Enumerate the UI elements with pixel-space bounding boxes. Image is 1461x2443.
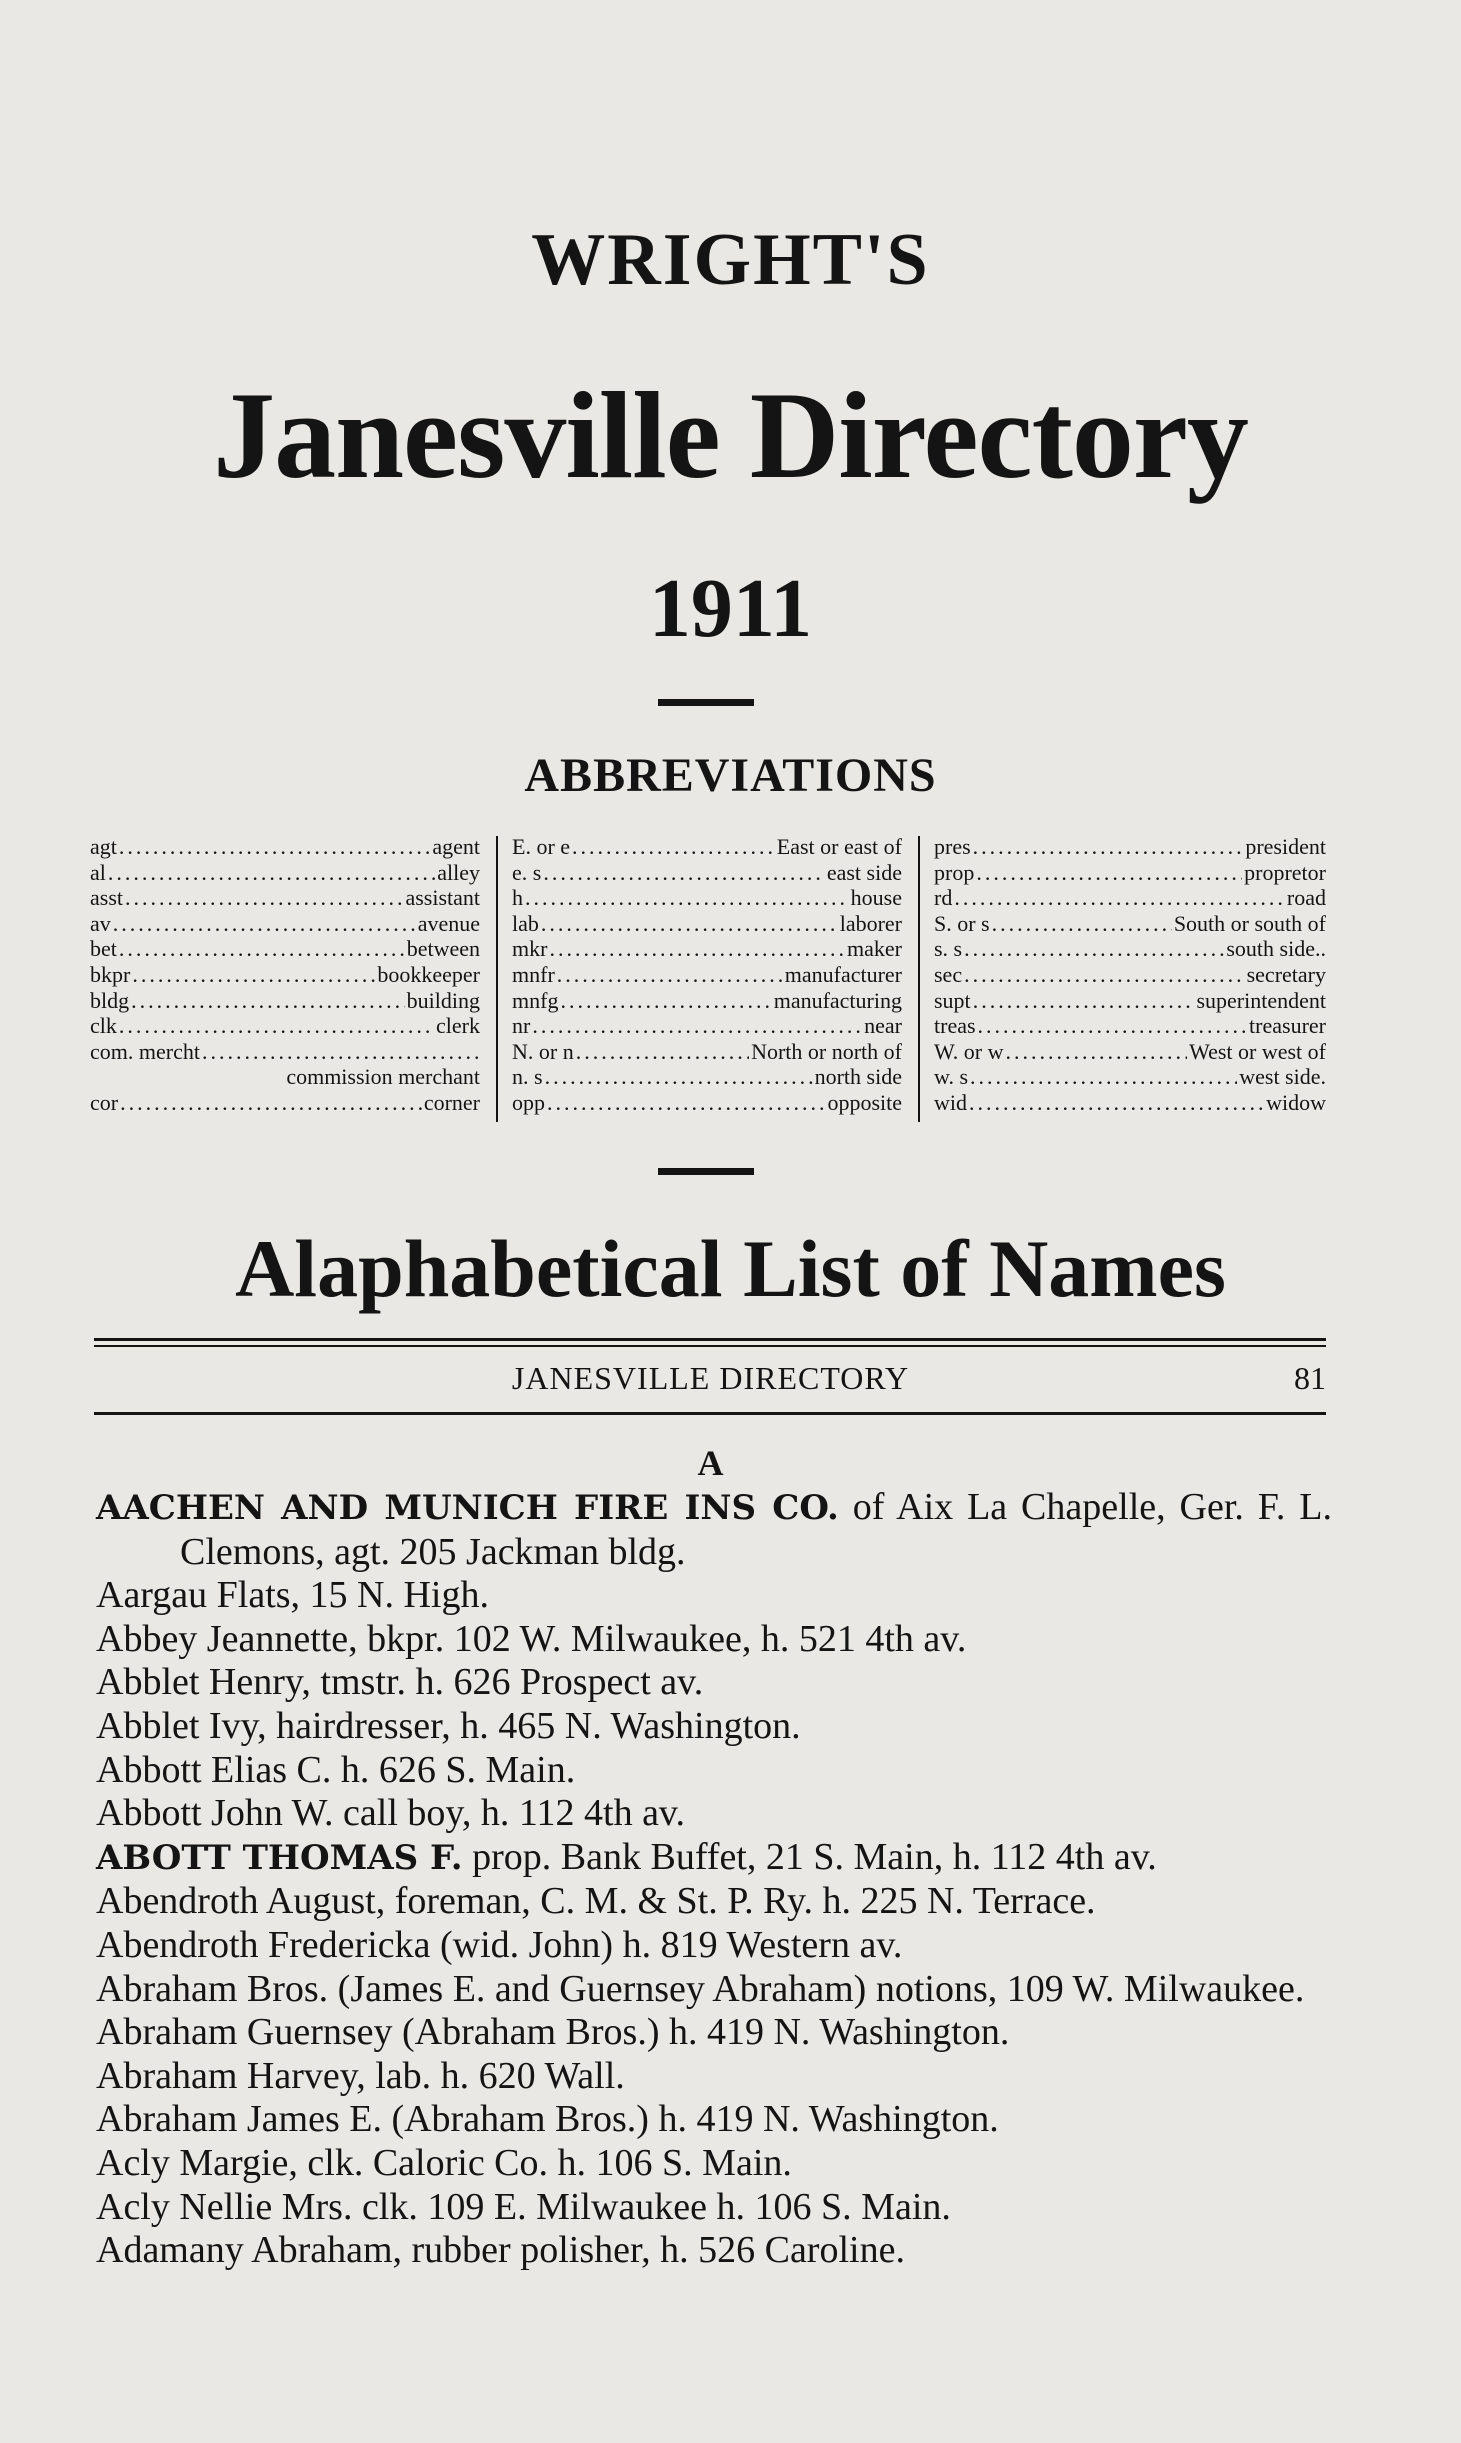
entry-text: Abraham James E. (Abraham Bros.) h. 419 N. Washington. — [96, 2098, 999, 2141]
entry-text: Abblet Henry, tmstr. h. 626 Prospect av. — [96, 1661, 704, 1704]
dot-leader — [560, 988, 771, 1014]
abbreviation-row — [512, 1013, 902, 1039]
abbreviation-row — [90, 1013, 480, 1039]
abbreviation-meaning: manufacturing — [773, 987, 902, 1013]
directory-entry — [96, 1880, 1332, 1924]
entry-name-bold: ABOTT THOMAS F. — [96, 1837, 463, 1878]
entry-text: Abraham Bros. (James E. and Guernsey Abraham) notions, 109 W. Milwaukee. — [96, 1967, 1305, 2010]
dot-leader — [970, 1064, 1237, 1090]
abbreviation-term: com. mercht — [90, 1038, 200, 1064]
entry-text: Abblet Ivy, hairdresser, h. 465 N. Washington. — [96, 1704, 801, 1747]
abbreviation-meaning: avenue — [417, 910, 480, 936]
names-list-heading: Alaphabetical List of Names — [235, 1223, 1226, 1314]
dot-leader — [572, 834, 775, 860]
abbreviations-heading: ABBREVIATIONS — [524, 749, 937, 802]
directory-entry — [96, 1705, 1332, 1749]
abbreviation-row — [90, 834, 480, 860]
abbreviation-term: mnfr — [512, 961, 555, 987]
dot-leader — [547, 1090, 825, 1116]
dot-leader — [1005, 1039, 1187, 1065]
abbreviation-row — [934, 911, 1326, 937]
abbreviation-term: al — [90, 859, 106, 885]
abbreviation-meaning: manufacturer — [784, 961, 902, 987]
entry-text: of Aix La Chapelle, Ger. F. L. Clemons, agt. 205 Jackman bldg. — [180, 1486, 1332, 1573]
column-divider — [496, 836, 498, 1122]
dot-leader — [113, 911, 416, 937]
abbreviation-term: N. or n — [512, 1038, 574, 1064]
dot-leader — [525, 885, 849, 911]
directory-entry — [96, 1618, 1332, 1662]
abbreviation-row — [90, 1039, 480, 1065]
abbreviation-row — [512, 860, 902, 886]
directory-title: Janesville Directory — [213, 367, 1248, 504]
abbreviation-meaning: north side — [814, 1064, 902, 1090]
abbreviation-meaning: alley — [437, 859, 480, 885]
abbreviation-meaning: opposite — [827, 1089, 902, 1115]
abbreviation-term: sec — [934, 961, 963, 987]
directory-year: 1911 — [648, 562, 813, 655]
page-number: 81 — [1294, 1360, 1326, 1396]
publisher-name: WRIGHT'S — [531, 219, 930, 301]
dot-leader — [532, 1013, 862, 1039]
abbreviation-row — [512, 1064, 902, 1090]
abbreviation-meaning: superintendent — [1196, 987, 1326, 1013]
abbreviation-term: bkpr — [90, 961, 131, 987]
abbreviation-term: supt — [934, 987, 971, 1013]
header-rule-top — [94, 1338, 1326, 1341]
abbreviations-column-2 — [512, 834, 902, 1116]
abbreviation-meaning: South or south of — [1173, 910, 1326, 936]
abbreviation-row — [934, 885, 1326, 911]
abbreviation-row — [934, 962, 1326, 988]
directory-entry — [96, 1749, 1332, 1793]
abbreviation-term: nr — [512, 1013, 531, 1039]
abbreviation-term: bet — [90, 936, 117, 962]
dot-leader — [549, 936, 845, 962]
entry-text: Abbey Jeannette, bkpr. 102 W. Milwaukee, h. 521 4th av. — [96, 1617, 967, 1660]
dot-leader — [119, 834, 430, 860]
dot-leader — [964, 936, 1224, 962]
abbreviation-meaning: laborer — [839, 910, 902, 936]
dot-leader — [541, 911, 838, 937]
abbreviation-row — [90, 962, 480, 988]
section-divider — [658, 1168, 754, 1175]
abbreviation-term: treas — [934, 1013, 976, 1039]
directory-entry — [96, 1968, 1332, 2012]
dot-leader — [976, 860, 1242, 886]
abbreviation-meaning: treasurer — [1249, 1013, 1326, 1039]
directory-entry — [96, 1574, 1332, 1618]
abbreviation-meaning: building — [406, 987, 480, 1013]
directory-entry — [96, 1792, 1332, 1836]
directory-entry — [96, 1924, 1332, 1968]
abbreviation-term: clk — [90, 1013, 117, 1039]
abbreviation-row — [512, 911, 902, 937]
abbreviation-term: W. or w — [934, 1038, 1004, 1064]
abbreviation-meaning: North or north of — [751, 1038, 902, 1064]
abbreviation-meaning: clerk — [436, 1013, 480, 1039]
abbreviation-term: n. s — [512, 1064, 543, 1090]
abbreviation-row — [934, 1064, 1326, 1090]
entry-text: prop. Bank Buffet, 21 S. Main, h. 112 4th av. — [462, 1835, 1157, 1878]
abbreviation-term: agt — [90, 834, 117, 859]
abbreviation-meaning: assistant — [405, 885, 480, 911]
abbreviation-row — [90, 1090, 480, 1116]
abbreviation-term: asst — [90, 885, 123, 911]
directory-entry — [96, 2142, 1332, 2186]
abbreviation-term: w. s — [934, 1064, 969, 1090]
running-title: JANESVILLE DIRECTORY — [511, 1360, 910, 1396]
dot-leader — [576, 1039, 749, 1065]
dot-leader — [969, 1090, 1264, 1116]
abbreviation-row — [512, 834, 902, 860]
dot-leader — [120, 1090, 422, 1116]
dot-leader — [119, 936, 405, 962]
abbreviation-term: cor — [90, 1089, 119, 1115]
abbreviation-row — [512, 988, 902, 1014]
abbreviation-term: bldg — [90, 987, 130, 1013]
abbreviation-term: S. or s — [934, 910, 990, 936]
abbreviation-meaning: maker — [847, 936, 902, 962]
abbreviation-meaning: widow — [1266, 1089, 1326, 1115]
directory-entry — [96, 2229, 1332, 2273]
entry-text: Abbott John W. call boy, h. 112 4th av. — [96, 1792, 685, 1835]
dot-leader — [543, 860, 825, 886]
abbreviation-meaning: corner — [423, 1089, 480, 1115]
abbreviation-meaning: between — [406, 936, 480, 962]
abbreviation-term: wid — [934, 1089, 967, 1115]
abbreviation-meaning: secretary — [1246, 961, 1326, 987]
column-divider — [918, 836, 920, 1122]
dot-leader — [125, 885, 403, 911]
abbreviation-term: E. or e — [512, 834, 571, 859]
abbreviation-term: h — [512, 885, 523, 911]
abbreviation-row — [934, 936, 1326, 962]
abbreviation-row — [512, 962, 902, 988]
directory-entry — [96, 2186, 1332, 2230]
dot-leader — [119, 1013, 434, 1039]
abbreviation-term: mnfg — [512, 987, 559, 1013]
abbreviation-meaning: commission merchant — [286, 1064, 480, 1090]
entry-text: Abendroth August, foreman, C. M. & St. P. Ry. h. 225 N. Terrace. — [96, 1880, 1096, 1923]
entry-text: Abraham Harvey, lab. h. 620 Wall. — [96, 2054, 625, 2097]
abbreviation-meaning: president — [1245, 834, 1326, 859]
entry-text: Abraham Guernsey (Abraham Bros.) h. 419 N. Washington. — [96, 2011, 1010, 2054]
abbreviation-row — [934, 860, 1326, 886]
entry-text: Abendroth Fredericka (wid. John) h. 819 Western av. — [96, 1923, 903, 1966]
dot-leader — [545, 1064, 813, 1090]
abbreviation-meaning: East or east of — [776, 834, 902, 859]
dot-leader — [202, 1039, 478, 1065]
abbreviation-meaning: agent — [432, 834, 480, 859]
dot-leader — [992, 911, 1172, 937]
entry-name-bold: AACHEN AND MUNICH FIRE INS CO. — [96, 1488, 839, 1528]
dot-leader — [964, 962, 1245, 988]
entry-text: Acly Margie, clk. Caloric Co. h. 106 S. Main. — [96, 2141, 792, 2184]
abbreviation-term: lab — [512, 910, 539, 936]
abbreviation-row — [934, 1013, 1326, 1039]
section-letter: A — [697, 1443, 724, 1483]
names-list — [96, 1486, 1332, 2273]
abbreviation-row — [512, 1090, 902, 1116]
abbreviation-meaning: West or west of — [1189, 1038, 1326, 1064]
dot-leader — [978, 1013, 1248, 1039]
abbreviation-meaning: south side.. — [1226, 936, 1326, 962]
abbreviation-row — [90, 988, 480, 1014]
abbreviation-term: s. s — [934, 936, 963, 962]
abbreviation-row — [934, 834, 1326, 860]
header-rule-top-thin — [94, 1345, 1326, 1347]
abbreviation-meaning: near — [864, 1013, 902, 1039]
dot-leader — [954, 885, 1285, 911]
abbreviation-term: rd — [934, 885, 953, 911]
abbreviation-row — [90, 911, 480, 937]
directory-entry — [96, 2011, 1332, 2055]
entry-text: Adamany Abraham, rubber polisher, h. 526 Caroline. — [96, 2229, 905, 2272]
abbreviation-meaning: road — [1286, 885, 1326, 911]
abbreviation-term: pres — [934, 834, 971, 859]
abbreviation-term: e. s — [512, 859, 542, 885]
title-divider — [658, 699, 754, 706]
abbreviation-row — [90, 936, 480, 962]
abbreviation-meaning: east side — [826, 859, 902, 885]
abbreviations-column-3 — [934, 834, 1326, 1116]
directory-entry — [96, 1486, 1332, 1574]
dot-leader — [131, 988, 405, 1014]
abbreviation-row — [934, 1090, 1326, 1116]
abbreviation-meaning: west side. — [1239, 1064, 1326, 1090]
abbreviation-row — [90, 860, 480, 886]
abbreviations-column-1 — [90, 834, 480, 1116]
directory-entry — [96, 1836, 1332, 1881]
abbreviation-term: prop — [934, 859, 975, 885]
dot-leader — [132, 962, 375, 988]
entry-text: Aargau Flats, 15 N. High. — [96, 1574, 489, 1617]
directory-entry — [96, 1661, 1332, 1705]
abbreviation-term: opp — [512, 1089, 545, 1115]
abbreviation-row — [934, 988, 1326, 1014]
abbreviation-row — [512, 936, 902, 962]
directory-entry — [96, 2098, 1332, 2142]
directory-entry — [96, 2055, 1332, 2099]
abbreviation-meaning: propretor — [1244, 859, 1326, 885]
abbreviation-row — [90, 885, 480, 911]
abbreviation-meaning: bookkeeper — [377, 961, 480, 987]
dot-leader — [108, 860, 435, 886]
dot-leader — [557, 962, 783, 988]
abbreviation-term: mkr — [512, 936, 548, 962]
dot-leader — [973, 834, 1244, 860]
abbreviation-row — [90, 1064, 480, 1090]
abbreviation-row — [512, 1039, 902, 1065]
entry-text: Acly Nellie Mrs. clk. 109 E. Milwaukee h. 106 S. Main. — [96, 2185, 951, 2228]
abbreviation-row — [512, 885, 902, 911]
header-rule-bottom — [94, 1412, 1326, 1415]
abbreviation-row — [934, 1039, 1326, 1065]
entry-text: Abbott Elias C. h. 626 S. Main. — [96, 1748, 576, 1791]
dot-leader — [973, 988, 1195, 1014]
abbreviation-meaning: house — [850, 885, 902, 911]
abbreviation-term: av — [90, 910, 111, 936]
